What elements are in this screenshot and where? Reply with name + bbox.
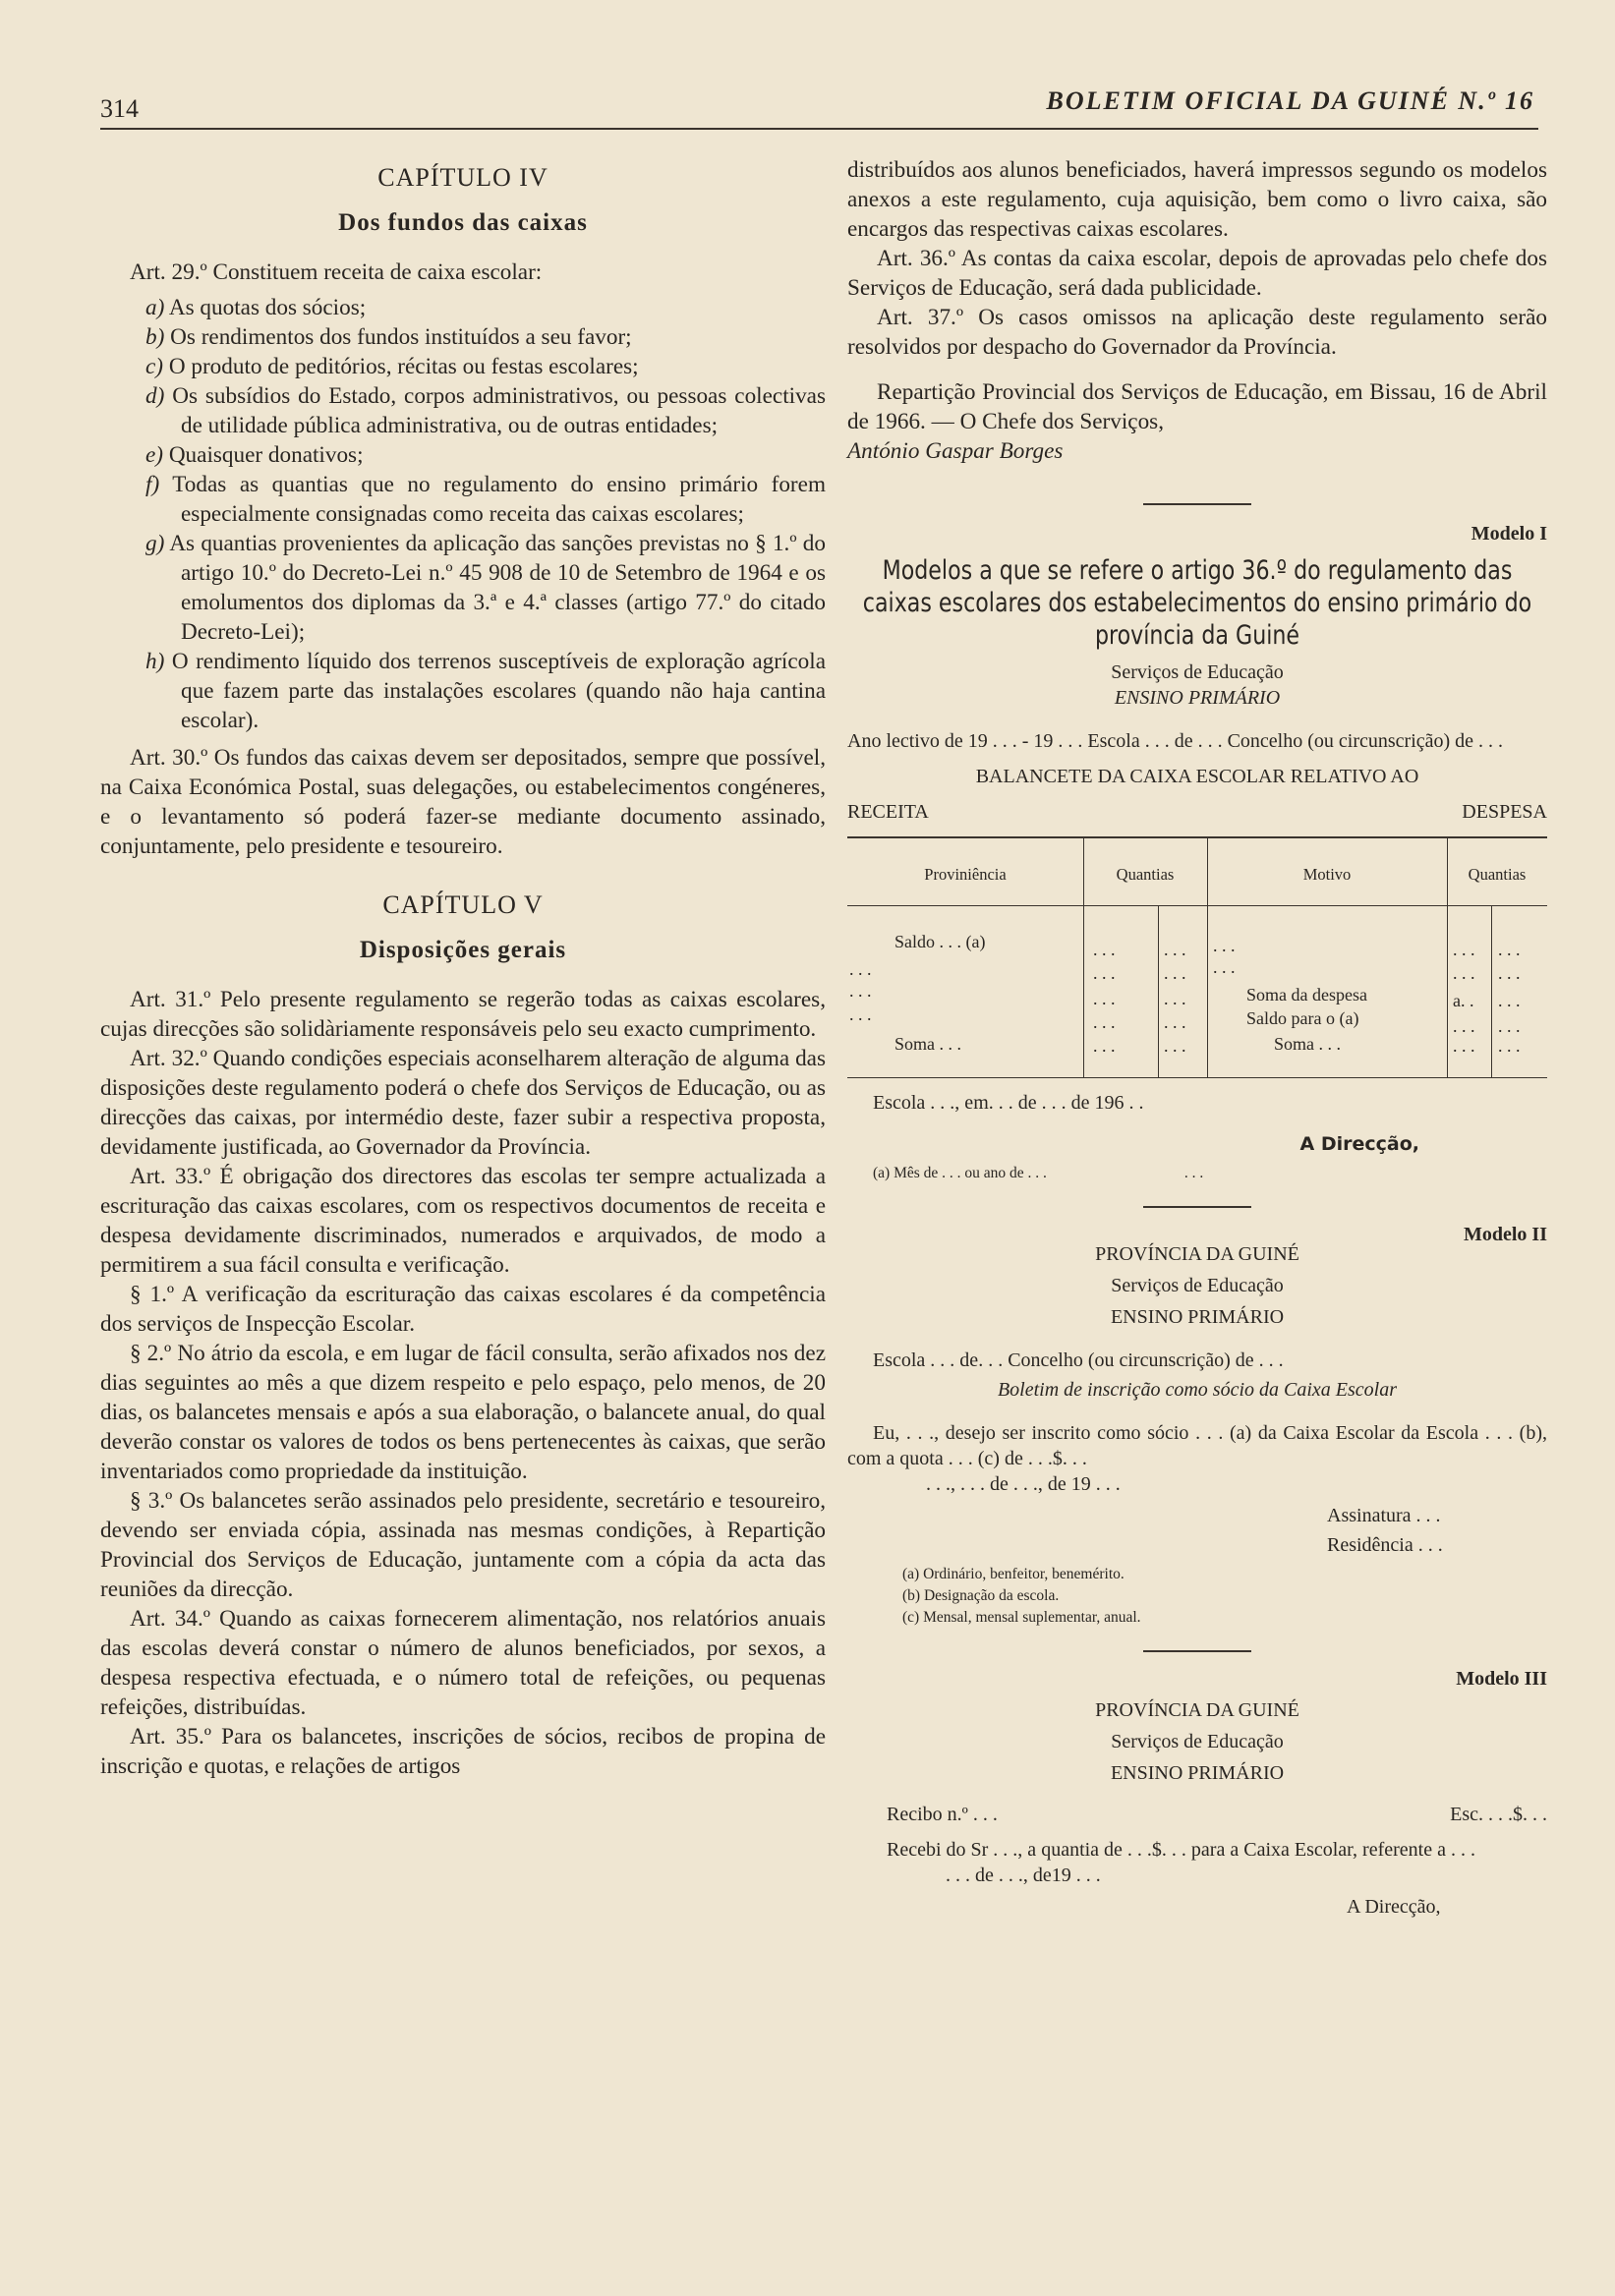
table-cell: . . . — [849, 981, 872, 1001]
page-number: 314 — [100, 94, 139, 123]
article-36: Art. 36.º As contas da caixa escolar, depois de aprovadas pelo chefe dos Serviços de Educação, será dada publicidade. — [847, 246, 1547, 301]
receita-label: RECEITA — [847, 801, 929, 823]
model-label: Modelo III — [1456, 1668, 1547, 1690]
note: (b) Designação da escola. — [902, 1587, 1060, 1604]
chapter-heading: CAPÍTULO V — [382, 890, 544, 919]
table-cell: . . . — [849, 959, 872, 979]
divider — [1143, 503, 1251, 505]
table-cell: . . . — [1498, 963, 1521, 983]
table-header: Motivo — [1302, 865, 1352, 884]
signature-field: Assinatura . . . — [1327, 1505, 1441, 1526]
table-cell: . . . — [1498, 1036, 1521, 1056]
article-32: Art. 32.º Quando condições especiais aconselharem alteração de alguma das disposições deste regulamento poderá o chefe dos Serviços de Educação, ou as direcções das caixas, por intermédio deste, fazer subir a respectiva proposta, devidamente justificada, ao Governador da Província. — [100, 1046, 826, 1160]
despesa-label: DESPESA — [1462, 801, 1547, 823]
form-statement: Eu, . . ., desejo ser inscrito como sócio . . . (a) da Caixa Escolar da Escola . . . (b), com a quota . . . (c) de . . .$. . . — [847, 1422, 1547, 1469]
signoff: Repartição Provincial dos Serviços de Educação, em Bissau, 16 de Abril de 1966. — O Chefe dos Serviços, — [847, 379, 1547, 434]
gazette-title: BOLETIM OFICIAL DA GUINÉ N.º 16 — [1046, 86, 1534, 115]
ensino-line: ENSINO PRIMÁRIO — [1110, 1762, 1285, 1784]
model-label: Modelo II — [1464, 1224, 1547, 1245]
list-item: d) Os subsídios do Estado, corpos administrativos, ou pessoas colectivas de utilidade pública administrativa, ou de outras entidades; — [145, 383, 826, 438]
receipt-statement: Recebi do Sr . . ., a quantia de . . .$. . . para a Caixa Escolar, referente a . . . — [887, 1839, 1475, 1861]
table-cell: . . . — [1164, 963, 1186, 983]
receipt-date: . . . de . . ., de19 . . . — [946, 1865, 1101, 1886]
table-cell: . . . — [1498, 1016, 1521, 1036]
article-34: Art. 34.º Quando as caixas fornecerem alimentação, nos relatórios anuais das escolas deverá constar o número de alunos beneficiados, por sexos, a despesa respectiva efectuada, e o número total de refeições, ou pequenas refeições, distribuídas. — [100, 1606, 826, 1720]
note: (a) Ordinário, benfeitor, benemérito. — [902, 1566, 1125, 1582]
article-29-items — [100, 293, 826, 735]
list-item: h) O rendimento líquido dos terrenos susceptíveis de exploração agrícola que fazem parte das instalações escolares (quando não haja cantina escolar). — [145, 649, 826, 733]
province-line: PROVÍNCIA DA GUINÉ — [1095, 1243, 1299, 1265]
table-cell: . . . — [1164, 989, 1186, 1008]
table-cell: . . . — [1453, 963, 1475, 983]
signer-name: António Gaspar Borges — [847, 438, 1064, 464]
article-35: Art. 35.º Para os balancetes, inscrições de sócios, recibos de propina de inscrição e quotas, e relações de artigos — [100, 1724, 826, 1779]
table-cell: . . . — [1093, 940, 1116, 959]
form-year-line: Ano lectivo de 19 . . . - 19 . . . Escola . . . de . . . Concelho (ou circunscrição) de . . . — [847, 730, 1504, 752]
form-date-line: Escola . . ., em. . . de . . . de 196 . . — [873, 1092, 1144, 1114]
footnote: (a) Mês de . . . ou ano de . . . — [873, 1165, 1047, 1181]
boletim-title: Boletim de inscrição como sócio da Caixa Escolar — [997, 1379, 1398, 1401]
receipt-amount: Esc. . . .$. . . — [1450, 1804, 1547, 1825]
table-cell: . . . — [849, 1004, 872, 1024]
receita-despesa-row — [847, 797, 1547, 827]
table-cell: Soma . . . — [1274, 1034, 1342, 1054]
footnote-dots: . . . — [1183, 1165, 1204, 1181]
table-cell: Saldo para o (a) — [1246, 1008, 1359, 1028]
ensino-line: ENSINO PRIMÁRIO — [1110, 1306, 1285, 1328]
article-33-paragraph-3: § 3.º Os balancetes serão assinados pelo presidente, secretário e tesoureiro, devendo ser enviada cópia, assinada nas mesmas condições, à Repartição Provincial dos Serviços de Educação, juntamente com a cópia da acta das reuniões da direcção. — [100, 1488, 826, 1602]
article-37: Art. 37.º Os casos omissos na aplicação deste regulamento serão resolvidos por despacho do Governador da Província. — [847, 305, 1547, 360]
residence-field: Residência . . . — [1327, 1534, 1443, 1556]
models-title: Modelos a que se refere o artigo 36.º do regulamento das caixas escolares dos estabelecimentos do ensino primário do província da Guiné — [862, 555, 1532, 651]
table-header: Quantias — [1468, 865, 1527, 884]
footnote-row — [847, 1163, 1547, 1184]
form-notes — [847, 1564, 1547, 1629]
table-cell: . . . — [1453, 1016, 1475, 1036]
divider — [1143, 1650, 1251, 1652]
balancete-table — [847, 836, 1547, 1078]
direction-label: A Direcção, — [1299, 1133, 1419, 1155]
list-item: c) O produto de peditórios, récitas ou festas escolares; — [145, 354, 639, 379]
table-cell: . . . — [1093, 1036, 1116, 1056]
divider — [1143, 1206, 1251, 1208]
article-30: Art. 30.º Os fundos das caixas devem ser depositados, sempre que possível, na Caixa Económica Postal, suas delegações, ou estabelecimentos congéneres, e o levantamento só poderá fazer-se mediante documento assinado, conjuntamente, pelo presidente e tesoureiro. — [100, 745, 826, 859]
direction-label: A Direcção, — [1347, 1896, 1441, 1918]
list-item: g) As quantias provenientes da aplicação das sanções previstas no § 1.º do artigo 10.º do Decreto-Lei n.º 45 908 de 10 de Setembro de 1964 e os emolumentos dos diplomas da 3.ª e 4.ª classes (artigo 77.º do citado Decreto-Lei); — [145, 531, 826, 645]
table-cell: . . . — [1453, 1036, 1475, 1056]
chapter-title: Dos fundos das caixas — [338, 209, 588, 236]
list-item: a) As quotas dos sócios; — [145, 295, 367, 320]
article-33-paragraph-2: § 2.º No átrio da escola, e em lugar de fácil consulta, serão afixados nos dez dias seguintes ao mês a que dizem respeito e pelo espaço, pelo menos, de 20 dias, os balancetes mensais e após a sua elaboração, o balancete anual, do qual deverão constar os valores de todos os bens pertenecentes às caixas, que serão inventariados como propriedade da instituição. — [100, 1341, 826, 1484]
table-cell: . . . — [1453, 940, 1475, 959]
header-rule — [100, 128, 1538, 130]
form-date-line: . . ., . . . de . . ., de 19 . . . — [926, 1473, 1121, 1495]
note: (c) Mensal, mensal suplementar, anual. — [902, 1609, 1141, 1626]
table-cell: . . . — [1213, 957, 1236, 977]
model-label: Modelo I — [1471, 523, 1547, 545]
table-cell: . . . — [1164, 1012, 1186, 1032]
province-line: PROVÍNCIA DA GUINÉ — [1095, 1699, 1299, 1721]
table-cell: . . . — [1093, 963, 1116, 983]
list-item: f) Todas as quantias que no regulamento do ensino primário forem especialmente consignadas como receita das caixas escolares; — [145, 472, 826, 527]
table-cell: Saldo . . . (a) — [894, 932, 986, 951]
list-item: b) Os rendimentos dos fundos instituídos a seu favor; — [145, 324, 632, 350]
chapter-heading: CAPÍTULO IV — [377, 163, 548, 192]
table-cell: . . . — [1498, 940, 1521, 959]
article-35-continued: distribuídos aos alunos beneficiados, haverá impressos segundo os modelos anexos a este regulamento, cuja aquisição, bem como o livro caixa, são encargos das respectivas caixas escolares. — [847, 157, 1547, 242]
services-line: Serviços de Educação — [1111, 661, 1284, 683]
table-cell: Soma . . . — [894, 1034, 962, 1054]
services-line: Serviços de Educação — [1111, 1275, 1284, 1296]
receipt-row — [847, 1800, 1547, 1829]
table-cell: . . . — [1093, 989, 1116, 1008]
table-cell: . . . — [1498, 991, 1521, 1010]
form-school-line: Escola . . . de. . . Concelho (ou circunscrição) de . . . — [873, 1349, 1284, 1371]
ensino-line: ENSINO PRIMÁRIO — [1114, 687, 1281, 709]
table-cell: . . . — [1164, 1036, 1186, 1056]
article-33: Art. 33.º É obrigação dos directores das escolas ter sempre actualizada a escrituração das caixas escolares, com os respectivos documentos de receita e despesa devidamente discriminados, numerados e arquivados, de modo a permitirem a sua fácil consulta e verificação. — [100, 1164, 826, 1278]
table-cell: . . . — [1213, 936, 1236, 955]
table-cell: Soma da despesa — [1246, 985, 1367, 1004]
table-cell: a. . — [1453, 991, 1474, 1010]
table-header: Proviniência — [924, 865, 1007, 884]
table-header: Quantias — [1116, 865, 1175, 884]
right-column — [847, 155, 1547, 1920]
table-cell: . . . — [1093, 1012, 1116, 1032]
article-31: Art. 31.º Pelo presente regulamento se regerão todas as caixas escolares, cujas direcções são solidàriamente responsáveis pelo seu exacto cumprimento. — [100, 987, 826, 1042]
article-29: Art. 29.º Constituem receita de caixa escolar: — [130, 259, 543, 285]
chapter-title: Disposições gerais — [359, 937, 567, 963]
balancete-title: BALANCETE DA CAIXA ESCOLAR RELATIVO AO — [975, 766, 1419, 787]
table-cell: . . . — [1164, 940, 1186, 959]
article-33-paragraph-1: § 1.º A verificação da escrituração das caixas escolares é da competência dos serviços de Inspecção Escolar. — [100, 1282, 826, 1337]
receipt-number: Recibo n.º . . . — [887, 1804, 998, 1825]
services-line: Serviços de Educação — [1111, 1731, 1284, 1752]
list-item: e) Quaisquer donativos; — [145, 442, 364, 468]
left-column — [100, 155, 826, 1781]
